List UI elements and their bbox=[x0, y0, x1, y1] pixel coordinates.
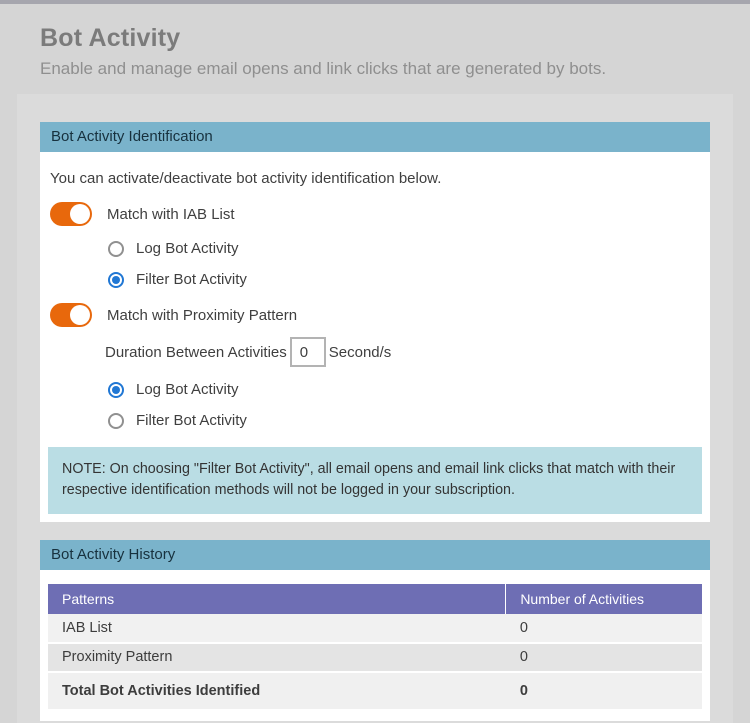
iab-toggle-label: Match with IAB List bbox=[107, 205, 235, 223]
identification-intro-text: You can activate/deactivate bot activity identification below. bbox=[50, 170, 442, 187]
page-header bbox=[0, 4, 750, 79]
filter-note: NOTE: On choosing "Filter Bot Activity", all email opens and email link clicks that match with their respective identification methods will not be logged in your subscription. bbox=[48, 447, 702, 514]
iab-filter-radio-label: Filter Bot Activity bbox=[136, 271, 247, 288]
iab-log-radio[interactable] bbox=[108, 241, 124, 257]
table-row-proximity-pattern bbox=[48, 643, 702, 672]
count-cell: 0 bbox=[506, 643, 702, 672]
duration-unit-label: Second/s bbox=[328, 343, 392, 361]
history-panel-body bbox=[40, 570, 710, 721]
identification-panel-header: Bot Activity Identification bbox=[40, 122, 710, 152]
proximity-filter-radio-label: Filter Bot Activity bbox=[136, 412, 247, 429]
history-panel-header: Bot Activity History bbox=[40, 540, 710, 570]
iab-toggle-row bbox=[50, 202, 702, 226]
iab-log-radio-row bbox=[108, 240, 702, 257]
patterns-column-header: Patterns bbox=[48, 584, 506, 614]
iab-filter-radio-row bbox=[108, 271, 702, 288]
proximity-log-radio[interactable] bbox=[108, 382, 124, 398]
identification-panel-body bbox=[40, 152, 710, 522]
proximity-filter-radio-row bbox=[108, 412, 702, 429]
history-panel bbox=[40, 540, 710, 721]
duration-row bbox=[105, 337, 702, 367]
table-row-total bbox=[48, 672, 702, 710]
proximity-log-radio-row bbox=[108, 381, 702, 398]
activities-column-header: Number of Activities bbox=[506, 584, 702, 614]
proximity-toggle-switch[interactable] bbox=[50, 303, 92, 327]
history-table bbox=[48, 584, 702, 711]
pattern-cell: Total Bot Activities Identified bbox=[48, 672, 506, 710]
page-subtitle: Enable and manage email opens and link clicks that are generated by bots. bbox=[40, 59, 607, 78]
duration-input[interactable] bbox=[290, 337, 326, 367]
pattern-cell: Proximity Pattern bbox=[48, 643, 506, 672]
iab-toggle-switch[interactable] bbox=[50, 202, 92, 226]
iab-log-radio-label: Log Bot Activity bbox=[136, 240, 239, 257]
identification-panel bbox=[40, 122, 710, 522]
content-card bbox=[17, 94, 733, 723]
iab-filter-radio[interactable] bbox=[108, 272, 124, 288]
page-title: Bot Activity bbox=[40, 24, 181, 52]
proximity-toggle-row bbox=[50, 303, 702, 327]
pattern-cell: IAB List bbox=[48, 614, 506, 643]
duration-label: Duration Between Activities bbox=[105, 343, 287, 361]
proximity-filter-radio[interactable] bbox=[108, 413, 124, 429]
history-table-header-row bbox=[48, 584, 702, 614]
count-cell: 0 bbox=[506, 672, 702, 710]
proximity-toggle-label: Match with Proximity Pattern bbox=[107, 306, 298, 324]
table-row-iab-list bbox=[48, 614, 702, 643]
proximity-log-radio-label: Log Bot Activity bbox=[136, 381, 239, 398]
count-cell: 0 bbox=[506, 614, 702, 643]
